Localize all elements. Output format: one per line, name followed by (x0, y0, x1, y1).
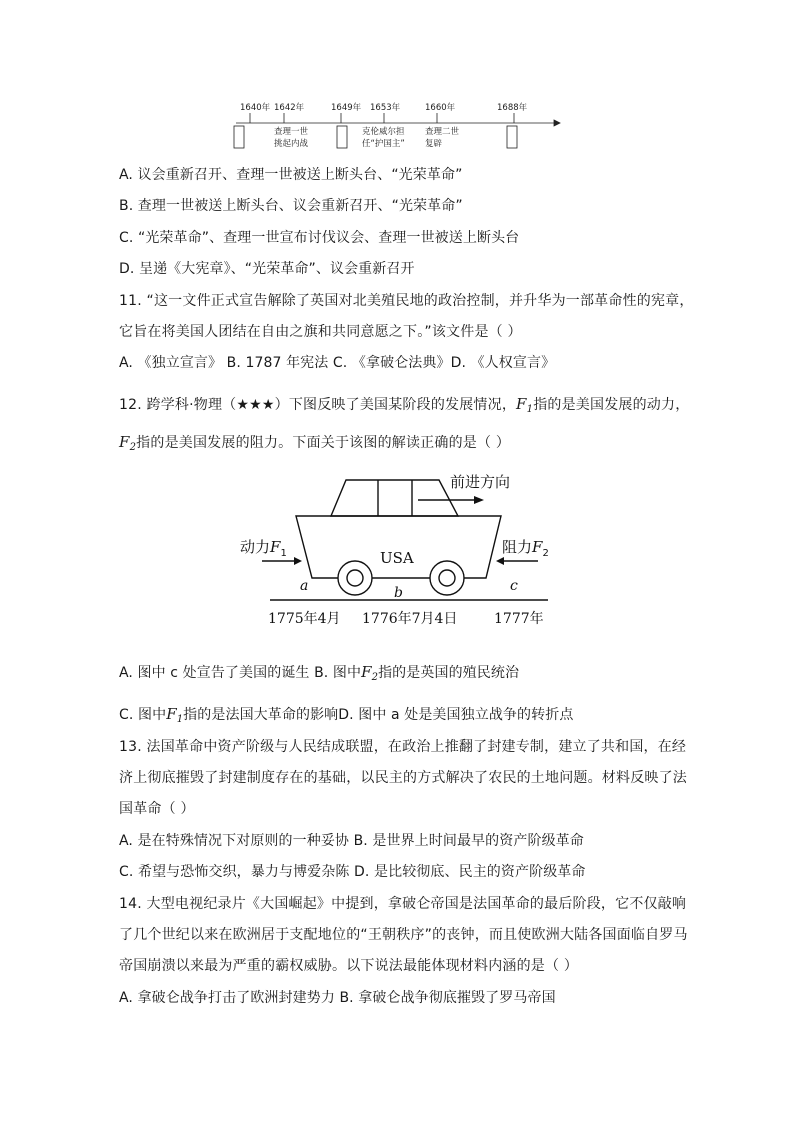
timeline-year: 1660年 (425, 103, 456, 113)
timeline-event-label: 克伦威尔担 (362, 127, 405, 137)
q13-options-cd: C. 希望与恐怖交织，暴力与博爱杂陈 D. 是比较彻底、民主的资产阶级革命 (119, 864, 586, 880)
q12-stem-line (119, 395, 689, 419)
timeline-years (240, 102, 528, 113)
q10-option-d: D. 呈递《大宪章》、“光荣革命”、议会重新召开 (119, 261, 415, 277)
timeline-figure (232, 96, 562, 154)
date-label: 1777年 (494, 611, 544, 627)
timeline-event-label: 挑起内战 (274, 139, 309, 149)
point-label: a (300, 578, 309, 594)
timeline-blank-box (337, 126, 347, 148)
date-label: 1776年7月4日 (362, 611, 458, 627)
date-label: 1775年4月 (268, 611, 341, 627)
q10-option-a: A. 议会重新召开、查理一世被送上断头台、“光荣革命” (119, 167, 463, 183)
f1-symbol: $F_1$ (516, 395, 534, 415)
q14-stem-line: 14. 大型电视纪录片《大国崛起》中提到，拿破仑帝国是法国革命的最后阶段，它不仅敲响 (119, 896, 687, 912)
timeline-blank-box (234, 126, 244, 148)
timeline-event-label: 任“护国主” (362, 139, 405, 149)
timeline-blank-box (507, 126, 517, 148)
point-label: b (394, 585, 403, 601)
timeline-event-label: 查理一世 (274, 127, 309, 137)
force-f1-arrowhead (294, 557, 302, 565)
force-f2-arrowhead (496, 557, 504, 565)
q13-options-ab: A. 是在特殊情况下对原则的一种妥协 B. 是世界上时间最早的资产阶级革命 (119, 833, 584, 849)
f2-symbol: $F_2$ (119, 433, 137, 453)
q10-option-b: B. 查理一世被送上断头台、议会重新召开、“光荣革命” (119, 198, 463, 214)
timeline-arrowhead (554, 120, 560, 126)
car-wheel (430, 561, 464, 595)
car-wheel (338, 561, 372, 595)
force-left-label: 动力$F_1$ (240, 538, 287, 559)
q13-stem-line: 国革命（ ） (119, 801, 195, 817)
point-label: c (510, 578, 518, 594)
timeline-year: 1640年 (240, 103, 271, 113)
q14-stem-line: 帝国崩溃以来最为严重的霸权威胁。以下说法最能体现材料内涵的是（ ） (119, 958, 579, 974)
f2-symbol: $F_2$ (361, 663, 379, 683)
q11-stem-line: 11. “这一文件正式宣告解除了英国对北美殖民地的政治控制，并升华为一部革命性的宪章， (119, 293, 694, 309)
force-right-label: 阻力$F_2$ (502, 538, 549, 559)
q14-stem-line: 了几个世纪以来在欧洲居于支配地位的“王朝秩序”的丧钟，而且使欧洲大陆各国面临自罗马 (119, 927, 688, 943)
q13-stem-line: 济上彻底摧毁了封建制度存在的基础，以民主的方式解决了农民的土地问题。材料反映了法 (119, 770, 687, 786)
f1-symbol: $F_1$ (166, 705, 184, 725)
q10-option-c: C. “光荣革命”、查理一世宣布讨伐议会、查理一世被送上断头台 (119, 230, 520, 246)
car-cabin (331, 480, 458, 516)
timeline-year: 1649年 (331, 103, 362, 113)
q12-stem-line (119, 433, 510, 457)
q12-options-cd: C. 图中$F_1$指的是法国大革命的影响D. 图中 a 处是美国独立战争的转折点 (119, 705, 574, 725)
q12-options-ab: A. 图中 c 处宣告了美国的诞生 B. 图中$F_2$指的是英国的殖民统治 (119, 663, 520, 683)
timeline-event-label: 复辟 (425, 139, 443, 149)
timeline-year: 1688年 (497, 103, 528, 113)
car-force-figure (236, 466, 556, 634)
q12-stem-text: 指的是美国发展的阻力。下面关于该图的解读正确的是（ ） (136, 435, 511, 451)
car-body (296, 516, 501, 578)
q11-stem-line: 它旨在将美国人团结在自由之旗和共同意愿之下。”该文件是（ ） (119, 324, 522, 340)
direction-arrowhead (474, 496, 484, 504)
car-country-label: USA (380, 549, 414, 567)
timeline-event-label: 查理二世 (425, 127, 460, 137)
q11-options: A. 《独立宣言》 B. 1787 年宪法 C. 《拿破仑法典》D. 《人权宣言》 (119, 355, 556, 371)
q12-stem-text: 12. 跨学科·物理（★★★）下图反映了美国某阶段的发展情况， (119, 397, 517, 413)
timeline-year: 1642年 (274, 103, 305, 113)
q12-stem-text: 指的是美国发展的动力， (533, 397, 690, 413)
timeline-year: 1653年 (370, 103, 401, 113)
direction-label: 前进方向 (450, 473, 511, 491)
q14-options-ab: A. 拿破仑战争打击了欧洲封建势力 B. 拿破仑战争彻底摧毁了罗马帝国 (119, 990, 556, 1006)
q13-stem-line: 13. 法国革命中资产阶级与人民结成联盟，在政治上推翻了封建专制，建立了共和国，在经 (119, 739, 687, 755)
